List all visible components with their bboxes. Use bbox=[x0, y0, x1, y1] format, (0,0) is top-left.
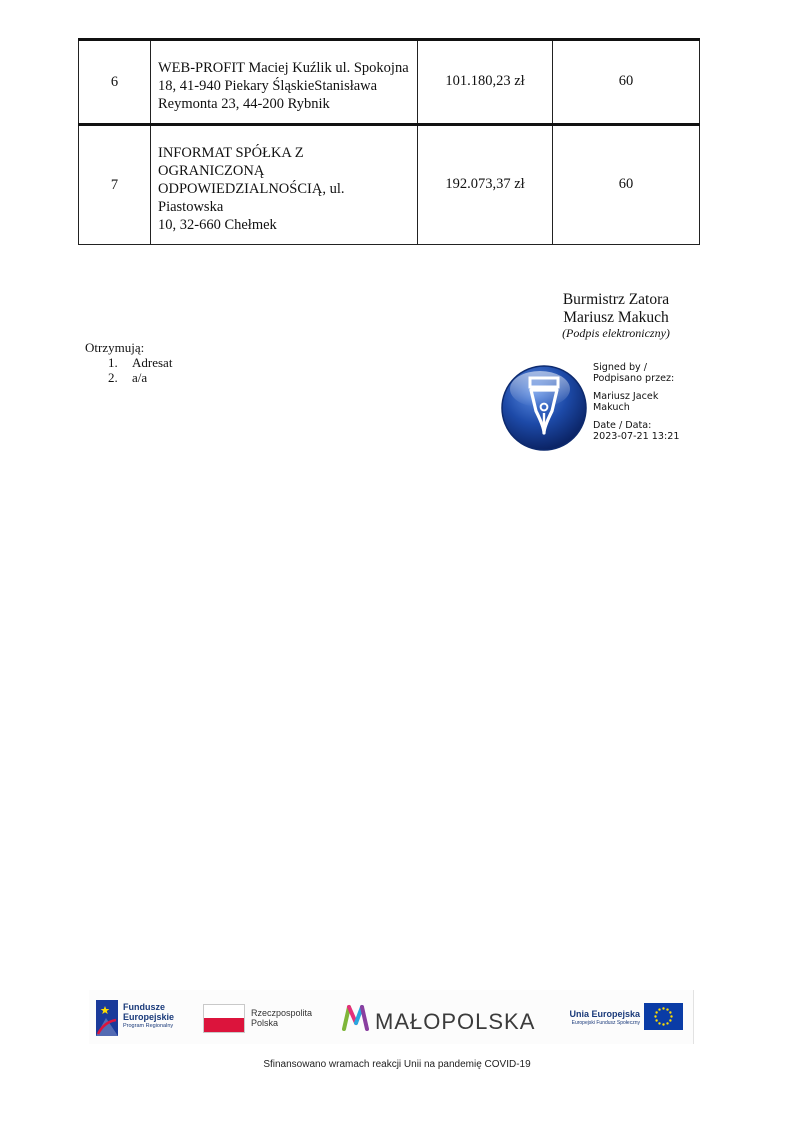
contractor-line: 10, 32-660 Chełmek bbox=[158, 217, 277, 233]
signer-name: Mariusz Jacek bbox=[593, 391, 659, 402]
european-funds-logo-icon bbox=[96, 998, 126, 1038]
price-cell: 192.073,37 zł bbox=[418, 125, 553, 245]
contractor-line: WEB-PROFIT Maciej Kuźlik ul. Spokojna bbox=[158, 60, 409, 76]
contractor-cell bbox=[151, 125, 418, 245]
row-number: 6 bbox=[79, 40, 151, 125]
signatory-title: Burmistrz Zatora bbox=[562, 291, 670, 308]
list-item bbox=[108, 355, 172, 370]
eu-flag-icon bbox=[644, 1003, 683, 1030]
recipients-label: Otrzymują: bbox=[85, 340, 145, 355]
contractor-line: ODPOWIEDZIALNOŚCIĄ, ul. Piastowska bbox=[158, 181, 345, 215]
list-number: 1. bbox=[108, 355, 118, 370]
fountain-pen-seal-icon bbox=[500, 363, 590, 453]
price-cell: 101.180,23 zł bbox=[418, 40, 553, 125]
table-row bbox=[79, 125, 700, 245]
electronic-signature-stamp[interactable] bbox=[500, 363, 700, 455]
offers-table bbox=[78, 38, 700, 245]
list-number: 2. bbox=[108, 370, 118, 385]
list-text: Adresat bbox=[132, 355, 173, 370]
term-cell: 60 bbox=[553, 40, 700, 125]
signature-date: 2023-07-21 13:21 bbox=[593, 430, 680, 442]
contractor-line: 18, 41-940 Piekary ŚląskieStanisława bbox=[158, 78, 378, 94]
table-row bbox=[79, 40, 700, 125]
signature-note: (Podpis elektroniczny) bbox=[562, 326, 670, 340]
polish-flag-icon bbox=[203, 1004, 245, 1033]
contractor-line: Reymonta 23, 44-200 Rybnik bbox=[158, 96, 330, 112]
contractor-line: INFORMAT SPÓŁKA Z OGRANICZONĄ bbox=[158, 145, 304, 179]
date-label: Date / Data: bbox=[593, 420, 652, 431]
signer-name: Makuch bbox=[593, 401, 630, 413]
row-number: 7 bbox=[79, 125, 151, 245]
european-union-text: Unia Europejska Europejski Fundusz Społeczny bbox=[569, 1009, 640, 1026]
malopolska-logo-text: MAŁOPOLSKA bbox=[375, 1009, 536, 1034]
funding-note: Sfinansowano wramach reakcji Unii na pandemię COVID-19 bbox=[263, 1059, 531, 1070]
signatory-name: Mariusz Makuch bbox=[563, 309, 669, 326]
signature-details bbox=[593, 363, 679, 442]
signed-by-label: Signed by / bbox=[593, 362, 648, 373]
funding-logos-bar bbox=[89, 990, 694, 1044]
term-cell: 60 bbox=[553, 125, 700, 245]
signed-by-label: Podpisano przez: bbox=[593, 372, 675, 384]
republic-of-poland-text: Rzeczpospolita Polska bbox=[251, 1008, 313, 1028]
recipients-list bbox=[108, 355, 172, 385]
european-funds-text: Fundusze Europejskie Program Regionalny bbox=[123, 1002, 175, 1029]
list-text: a/a bbox=[132, 370, 148, 385]
malopolska-m-icon bbox=[341, 1003, 371, 1031]
contractor-cell bbox=[151, 40, 418, 125]
list-item bbox=[108, 370, 172, 385]
